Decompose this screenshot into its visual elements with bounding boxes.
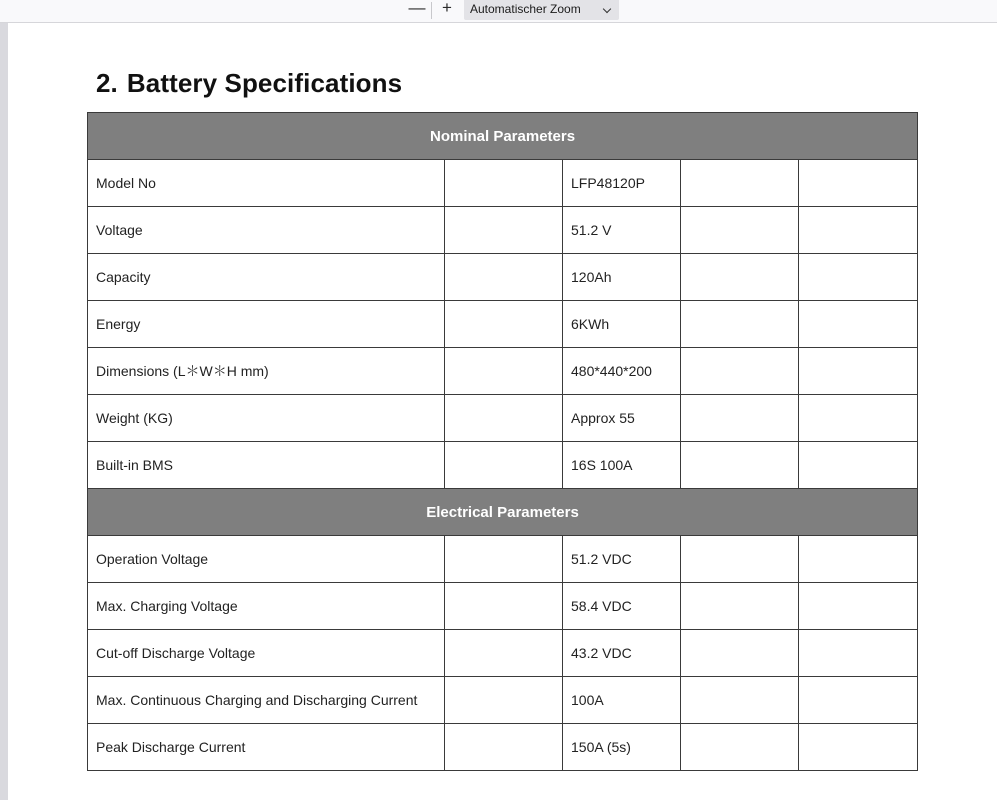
empty-cell <box>799 160 918 207</box>
table-row <box>88 160 918 207</box>
param-label-cell: Model No <box>88 160 445 207</box>
param-label-cell: Cut-off Discharge Voltage <box>88 630 445 677</box>
plus-icon: + <box>442 0 452 17</box>
document-viewer[interactable] <box>0 23 997 800</box>
table-row <box>88 677 918 724</box>
table-row <box>88 254 918 301</box>
table-row <box>88 583 918 630</box>
param-value-cell: 43.2 VDC <box>563 630 681 677</box>
empty-cell <box>681 536 799 583</box>
param-value-cell: Approx 55 <box>563 395 681 442</box>
param-label-cell: Max. Continuous Charging and Discharging Current <box>88 677 445 724</box>
param-label-cell: Max. Charging Voltage <box>88 583 445 630</box>
pdf-toolbar <box>0 0 997 23</box>
empty-cell <box>799 536 918 583</box>
param-value-cell: 51.2 VDC <box>563 536 681 583</box>
section-title: Battery Specifications <box>126 68 403 98</box>
section-header-row <box>88 489 918 536</box>
empty-cell <box>799 677 918 724</box>
chevron-down-icon <box>603 5 611 13</box>
minus-icon: — <box>408 0 426 17</box>
empty-cell <box>445 583 563 630</box>
table-row <box>88 395 918 442</box>
empty-cell <box>681 724 799 771</box>
empty-cell <box>799 395 918 442</box>
param-label-cell: Weight (KG) <box>88 395 445 442</box>
table-row <box>88 536 918 583</box>
param-value-cell: 480*440*200 <box>563 348 681 395</box>
empty-cell <box>445 301 563 348</box>
empty-cell <box>445 395 563 442</box>
empty-cell <box>799 583 918 630</box>
table-row <box>88 442 918 489</box>
empty-cell <box>799 301 918 348</box>
param-value-cell: 16S 100A <box>563 442 681 489</box>
param-value-cell: 58.4 VDC <box>563 583 681 630</box>
section-header: Electrical Parameters <box>88 489 918 536</box>
zoom-select-value: Automatischer Zoom <box>470 2 581 16</box>
empty-cell <box>445 160 563 207</box>
table-row <box>88 301 918 348</box>
empty-cell <box>799 630 918 677</box>
empty-cell <box>799 442 918 489</box>
param-label-cell: Peak Discharge Current <box>88 724 445 771</box>
empty-cell <box>681 301 799 348</box>
empty-cell <box>799 348 918 395</box>
param-label-cell: Energy <box>88 301 445 348</box>
empty-cell <box>799 207 918 254</box>
empty-cell <box>445 536 563 583</box>
param-label-cell: Capacity <box>88 254 445 301</box>
table-row <box>88 348 918 395</box>
table-row <box>88 724 918 771</box>
empty-cell <box>799 724 918 771</box>
spec-table-body <box>88 113 918 771</box>
empty-cell <box>681 630 799 677</box>
param-label-cell: Voltage <box>88 207 445 254</box>
empty-cell <box>681 160 799 207</box>
empty-cell <box>681 207 799 254</box>
battery-spec-table <box>87 112 918 771</box>
empty-cell <box>445 207 563 254</box>
param-label-cell: Dimensions (L＊W＊H mm) <box>88 348 445 395</box>
param-label-cell: Built-in BMS <box>88 442 445 489</box>
section-number: 2. <box>96 68 118 98</box>
table-row <box>88 630 918 677</box>
param-value-cell: 51.2 V <box>563 207 681 254</box>
param-value-cell: 120Ah <box>563 254 681 301</box>
empty-cell <box>799 254 918 301</box>
empty-cell <box>445 724 563 771</box>
section-header: Nominal Parameters <box>88 113 918 160</box>
table-row <box>88 207 918 254</box>
pdf-page <box>8 23 997 800</box>
param-value-cell: 6KWh <box>563 301 681 348</box>
section-heading <box>96 68 402 99</box>
empty-cell <box>681 677 799 724</box>
toolbar-separator <box>431 2 432 19</box>
empty-cell <box>681 348 799 395</box>
empty-cell <box>681 583 799 630</box>
empty-cell <box>681 395 799 442</box>
zoom-in-button[interactable] <box>436 0 458 20</box>
param-value-cell: 150A (5s) <box>563 724 681 771</box>
empty-cell <box>445 348 563 395</box>
empty-cell <box>681 442 799 489</box>
empty-cell <box>681 254 799 301</box>
empty-cell <box>445 630 563 677</box>
param-value-cell: LFP48120P <box>563 160 681 207</box>
zoom-out-button[interactable] <box>406 0 428 20</box>
empty-cell <box>445 254 563 301</box>
empty-cell <box>445 442 563 489</box>
param-value-cell: 100A <box>563 677 681 724</box>
zoom-select[interactable] <box>464 0 619 20</box>
empty-cell <box>445 677 563 724</box>
section-header-row <box>88 113 918 160</box>
param-label-cell: Operation Voltage <box>88 536 445 583</box>
